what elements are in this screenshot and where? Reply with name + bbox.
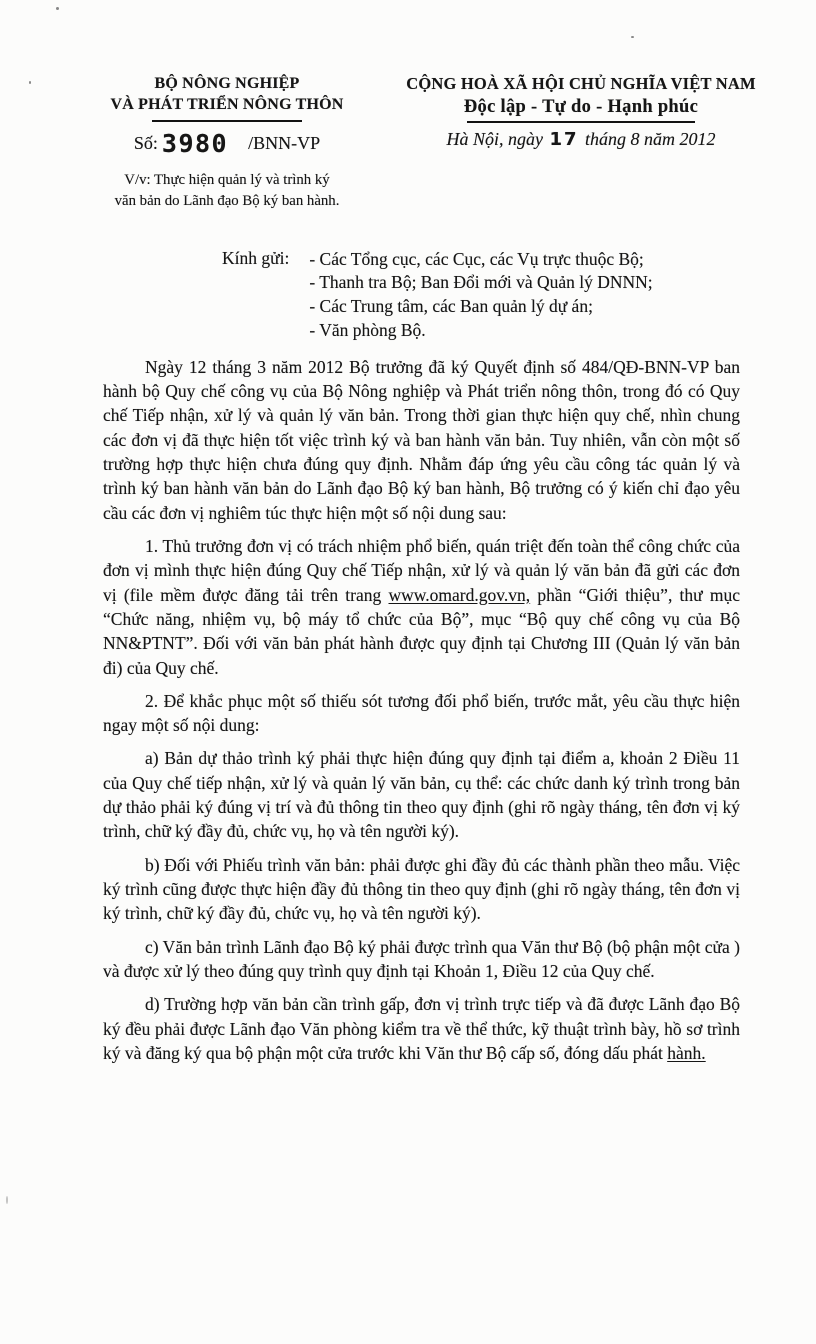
paragraph-item-2d bbox=[103, 992, 740, 1065]
scan-speck bbox=[631, 36, 634, 38]
place-date-pre: Hà Nội, ngày bbox=[446, 129, 548, 149]
scan-speck bbox=[29, 81, 31, 84]
paragraph-item-2a bbox=[103, 746, 740, 843]
subject-line1: V/v: Thực hiện quản lý và trình ký bbox=[124, 171, 330, 188]
item2c-text: c) Văn bản trình Lãnh đạo Bộ ký phải được trình qua Văn thư Bộ (bộ phận một cửa ) và được xử lý theo đúng quy trình quy định tại Khoản 1, Điều 12 của Quy chế. bbox=[103, 936, 740, 981]
letter-header bbox=[0, 0, 816, 212]
paragraph-item-2 bbox=[103, 689, 740, 738]
place-date-line bbox=[380, 129, 782, 150]
item2b-text: b) Đối với Phiếu trình văn bản: phải được ghi đầy đủ các thành phần theo mẫu. Việc ký trình cũng được thực hiện đầy đủ thông tin theo quy định (ghi rõ ngày tháng, tên đơn vị ký trình, chữ ký đầy đủ, chức vụ, họ và tên người ký). bbox=[103, 854, 740, 924]
issuing-org-block bbox=[76, 74, 378, 212]
national-title: CỘNG HOÀ XÃ HỘI CHỦ NGHĨA VIỆT NAM bbox=[406, 74, 756, 93]
item2-text: 2. Để khắc phục một số thiếu sót tương đối phổ biến, trước mắt, yêu cầu thực hiện ngay một số nội dung: bbox=[103, 690, 740, 736]
paragraph-opening bbox=[103, 355, 740, 525]
national-motto: Độc lập - Tự do - Hạnh phúc bbox=[463, 97, 699, 117]
paragraph-item-2c bbox=[103, 935, 740, 984]
org-underline-rule bbox=[152, 120, 302, 122]
item1-text-post: phần “Giới thiệu”, thư mục “Chức năng, nhiệm vụ, bộ máy tổ chức của Bộ”, mục “Bộ quy chế công vụ của Bộ NN&PTNT”. Đối với văn bản phát hành được quy định tại Chương III (Quản lý văn bản đi) của Quy chế. bbox=[103, 584, 741, 678]
opening-text: Ngày 12 tháng 3 năm 2012 Bộ trưởng đã ký Quyết định số 484/QĐ-BNN-VP ban hành bộ Quy chế công vụ của Bộ Nông nghiệp và Phát triển nông thôn, trong đó có Quy chế Tiếp nhận, xử lý và quản lý văn bản. Trong thời gian thực hiện quy chế, nhìn chung các đơn vị đã thực hiện tốt việc trình ký và ban hành văn bản. Tuy nhiên, vẫn còn một số trường hợp thực hiện chưa đúng quy định. Nhằm đáp ứng yêu cầu công tác quản lý và trình ký ban hành văn bản do Lãnh đạo Bộ ký ban hành, Bộ trưởng có ý kiến chỉ đạo yêu cầu các đơn vị nghiêm túc thực hiện một số nội dung sau: bbox=[103, 356, 740, 523]
recipient-item: - Các Tổng cục, các Cục, các Vụ trực thuộc Bộ; bbox=[309, 248, 644, 269]
subject-block bbox=[76, 170, 378, 212]
recipients-label: Kính gửi: bbox=[222, 247, 290, 268]
scan-speck bbox=[6, 1196, 8, 1204]
letter-body bbox=[103, 355, 740, 1065]
recipients-list bbox=[309, 248, 652, 343]
national-motto-block bbox=[380, 74, 782, 212]
item1-text-pre: 1. Thủ trưởng đơn vị có trách nhiệm phổ biến, quán triệt đến toàn thể công chức của đơn vị mình thực hiện đúng Quy chế Tiếp nhận, xử lý và quản lý văn bản đã gửi các đơn vị (file mềm được đăng tải trên trang bbox=[103, 535, 740, 605]
scan-speck bbox=[56, 7, 59, 10]
subject-line2: văn bản do Lãnh đạo Bộ ký ban hành. bbox=[114, 192, 340, 209]
day-stamp: 17 bbox=[549, 129, 579, 150]
recipient-item: - Các Trung tâm, các Ban quản lý dự án; bbox=[309, 296, 593, 317]
item2d-text-pre: d) Trường hợp văn bản cần trình gấp, đơn vị trình trực tiếp và đã được Lãnh đạo Bộ ký đều phải được Lãnh đạo Văn phòng kiểm tra về thể thức, kỹ thuật trình bày, hồ sơ trình ký và đăng ký qua bộ phận một cửa trước khi Văn thư Bộ cấp số, đóng dấu phát bbox=[103, 994, 740, 1063]
org-name-line2: VÀ PHÁT TRIỂN NÔNG THÔN bbox=[110, 95, 344, 113]
document-number-label: Số: bbox=[133, 132, 158, 153]
recipient-item: - Thanh tra Bộ; Ban Đổi mới và Quản lý DNNN; bbox=[309, 272, 653, 293]
item2d-text-underlined: hành. bbox=[667, 1042, 706, 1063]
document-number-line bbox=[76, 129, 378, 158]
recipients-block bbox=[222, 248, 816, 343]
item2a-text: a) Bản dự thảo trình ký phải thực hiện đúng quy định tại điểm a, khoản 2 Điều 11 của Quy chế tiếp nhận, xử lý và quản lý văn bản, cụ thể: các chức danh ký trình trong bản dự thảo phải ký đúng vị trí và đủ thông tin theo quy định (ghi rõ ngày tháng, tên đơn vị ký trình, chữ ký đầy đủ, chức vụ, họ và tên người ký). bbox=[103, 748, 740, 842]
recipient-item: - Văn phòng Bộ. bbox=[309, 319, 426, 340]
document-number-suffix: /BNN-VP bbox=[248, 132, 321, 153]
paragraph-item-2b bbox=[103, 853, 740, 926]
org-name-line1: BỘ NÔNG NGHIỆP bbox=[154, 75, 300, 92]
place-date-post: tháng 8 năm 2012 bbox=[580, 129, 716, 149]
document-number-stamp: 3980 bbox=[161, 128, 229, 158]
paragraph-item-1 bbox=[103, 534, 740, 680]
omard-url-text: www.omard.gov.vn, bbox=[388, 584, 531, 605]
motto-underline-rule bbox=[467, 121, 695, 123]
